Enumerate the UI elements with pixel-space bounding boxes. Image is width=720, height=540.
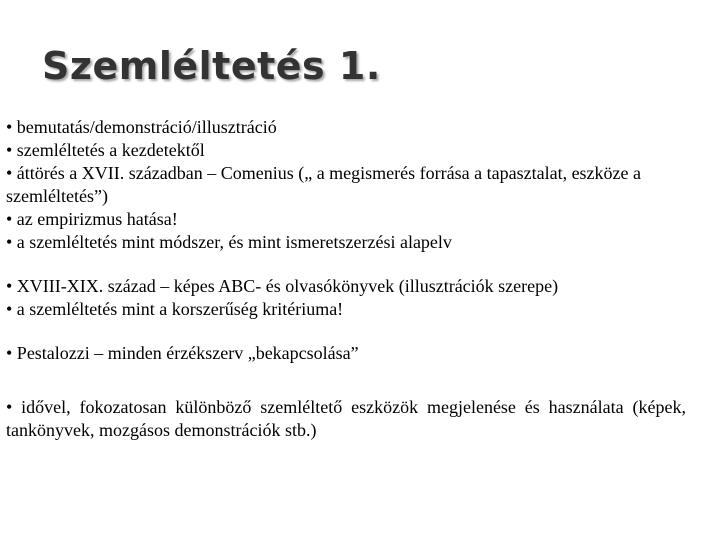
bullet-item: • bemutatás/demonstráció/illusztráció [6, 117, 277, 137]
slide-title: Szemléltetés 1. [42, 44, 381, 88]
bullet-group-18-19-century [6, 275, 686, 321]
slide-body [6, 116, 686, 442]
bullet-group-pestalozzi [6, 342, 686, 365]
bullet-item: • a szemléltetés mint a korszerűség kritériuma! [6, 299, 344, 319]
bullet-item: • a szemléltetés mint módszer, és mint ismeretszerzési alapelv [6, 232, 452, 252]
bullet-item: • XVIII-XIX. század – képes ABC- és olvasókönyvek (illusztrációk szerepe) [6, 276, 559, 296]
bullet-group-tools [6, 396, 686, 442]
bullet-item: • az empirizmus hatása! [6, 209, 178, 229]
bullet-item: • szemléltetés a kezdetektől [6, 140, 205, 160]
bullet-item: • idővel, fokozatosan különböző szemléltető eszközök megjelenése és használata (képek, tankönyvek, mozgásos demonstrációk stb.) [6, 397, 686, 440]
bullet-item: • Pestalozzi – minden érzékszerv „bekapcsolása” [6, 343, 359, 363]
bullet-item: • áttörés a XVII. században – Comenius („ a megismerés forrása a tapasztalat, eszköze a szemléltetés”) [6, 163, 642, 206]
bullet-group-history [6, 116, 686, 254]
